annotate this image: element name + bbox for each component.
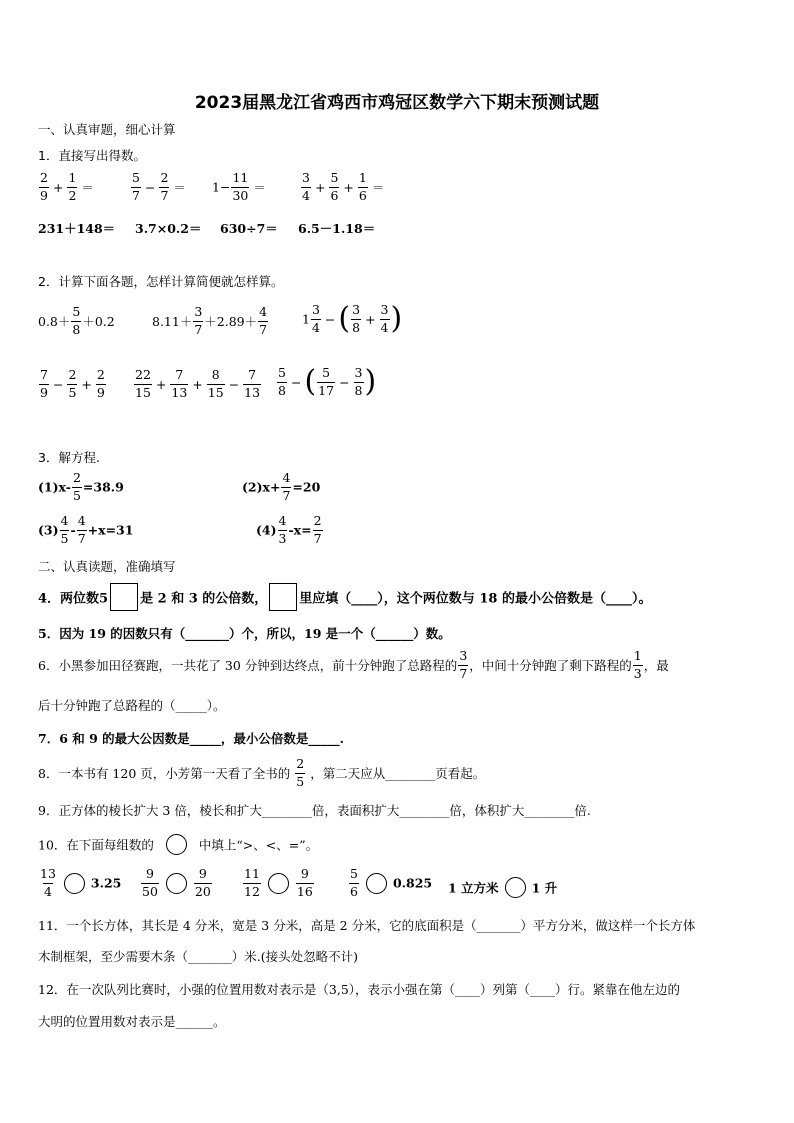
q1-expr-3: 1− $\frac{11}{30}$ ＝ [212, 170, 266, 203]
q10-instruction: 10．在下面每组数的 中填上“>、<、=”。 [38, 834, 318, 855]
page-title: 2023届黑龙江省鸡西市鸡冠区数学六下期末预测试题 [194, 93, 600, 113]
q2-expr-1: 0.8＋ $\frac{5}{8}$ ＋0.2 [38, 304, 115, 337]
q10-item-2: $\frac{9}{50}$ $\frac{9}{20}$ [142, 866, 211, 899]
q11-line-1: 11．一个长方体，其长是 4 分米，宽是 3 分米，高是 2 分米，它的底面积是（_______）平方分米，做这样一个长方体 [38, 918, 696, 933]
q4-answer-box-2[interactable] [269, 583, 297, 611]
q6-line-1: 6．小黑参加田径赛跑，一共花了 30 分钟到达终点，前十分钟跑了总路程的 $\frac{3}{7}$ ，中间十分钟跑了剩下路程的 $\frac{1}{3}$ ，最 [38, 648, 669, 681]
q3-eq-3: (3) $\frac{4}{5}$ - $\frac{4}{7}$ +x=31 [38, 513, 134, 546]
q2-expr-6: $\frac{5}{8}$ − ( $\frac{5}{17}$ − $\frac{3}{8}$ ) [278, 364, 377, 399]
sample-circle-icon [166, 834, 187, 855]
q5: 5．因为 19 的因数只有（_______）个，所以，19 是一个（______）数。 [38, 626, 451, 641]
q2-expr-5: $\frac{22}{15}$ + $\frac{7}{13}$ + $\frac{8}{15}$ − $\frac{7}{13}$ [135, 367, 261, 400]
q10-item-4: $\frac{5}{6}$ 0.825 [350, 866, 433, 899]
q3-eq-1: (1)x- $\frac{2}{5}$ =38.9 [38, 470, 124, 503]
q1-expr-2: $\frac{5}{7}$ − $\frac{2}{7}$ ＝ [132, 170, 186, 203]
q11-line-2: 木制框架，至少需要木条（_______）米.(接头处忽略不计) [38, 949, 358, 964]
q2-label: 2．计算下面各题，怎样计算简便就怎样算。 [38, 274, 284, 289]
q1-row2-b: 3.7×0.2＝ [135, 221, 202, 236]
q9: 9．正方体的棱长扩大 3 倍，棱长和扩大________倍，表面积扩大________倍，体积扩大________倍. [38, 803, 591, 818]
q2-expr-3: 1 $\frac{3}{4}$ − ( $\frac{3}{8}$ + $\frac{3}{4}$ ) [302, 301, 403, 336]
compare-circle-1[interactable] [64, 873, 85, 894]
compare-circle-2[interactable] [166, 873, 187, 894]
q1-row2-a: 231＋148＝ [38, 221, 116, 236]
q4-answer-box-1[interactable] [110, 583, 138, 611]
q3-label: 3．解方程. [38, 450, 100, 465]
q1-row2-d: 6.5－1.18＝ [298, 221, 376, 236]
q7: 7．6 和 9 的最大公因数是_____，最小公倍数是_____. [38, 731, 345, 746]
section-1-heading: 一、认真审题，细心计算 [38, 122, 176, 137]
q3-eq-2: (2)x+ $\frac{4}{7}$ =20 [242, 470, 321, 503]
compare-circle-3[interactable] [268, 873, 289, 894]
q12-line-2: 大明的位置用数对表示是______。 [38, 1014, 226, 1029]
compare-circle-4[interactable] [366, 873, 387, 894]
q10-item-1: $\frac{13}{4}$ 3.25 [40, 866, 122, 899]
q8: 8．一本书有 120 页，小芳第一天看了全书的 $\frac{2}{5}$ ，第二天应从________页看起。 [38, 756, 486, 789]
q1-label: 1．直接写出得数。 [38, 148, 146, 163]
q4: 4．两位数5 是 2 和 3 的公倍数， 里应填（____），这个两位数与 18 的最小公倍数是（____）。 [38, 583, 651, 611]
q2-expr-4: $\frac{7}{9}$ − $\frac{2}{5}$ + $\frac{2}{9}$ [40, 367, 105, 400]
section-2-heading: 二、认真读题，准确填写 [38, 559, 176, 574]
q1-expr-4: $\frac{3}{4}$ + $\frac{5}{6}$ + $\frac{1}{6}$ ＝ [302, 170, 385, 203]
q1-expr-1: $\frac{2}{9}$ + $\frac{1}{2}$ ＝ [40, 170, 94, 203]
q10-item-3: $\frac{11}{12}$ $\frac{9}{16}$ [244, 866, 313, 899]
q6-line-2: 后十分钟跑了总路程的（_____）。 [38, 698, 226, 713]
q2-expr-2: 8.11＋ $\frac{3}{7}$ ＋2.89＋ $\frac{4}{7}$ [152, 304, 268, 337]
q12-line-1: 12．在一次队列比赛时，小强的位置用数对表示是（3,5），表示小强在第（____）列第（____）行。紧靠在他左边的 [38, 982, 681, 997]
compare-circle-5[interactable] [505, 877, 526, 898]
q1-row2-c: 630÷7＝ [220, 221, 278, 236]
q10-item-5: 1 立方米 1 升 [448, 877, 557, 898]
q3-eq-4: (4) $\frac{4}{3}$ -x= $\frac{2}{7}$ [256, 513, 322, 546]
